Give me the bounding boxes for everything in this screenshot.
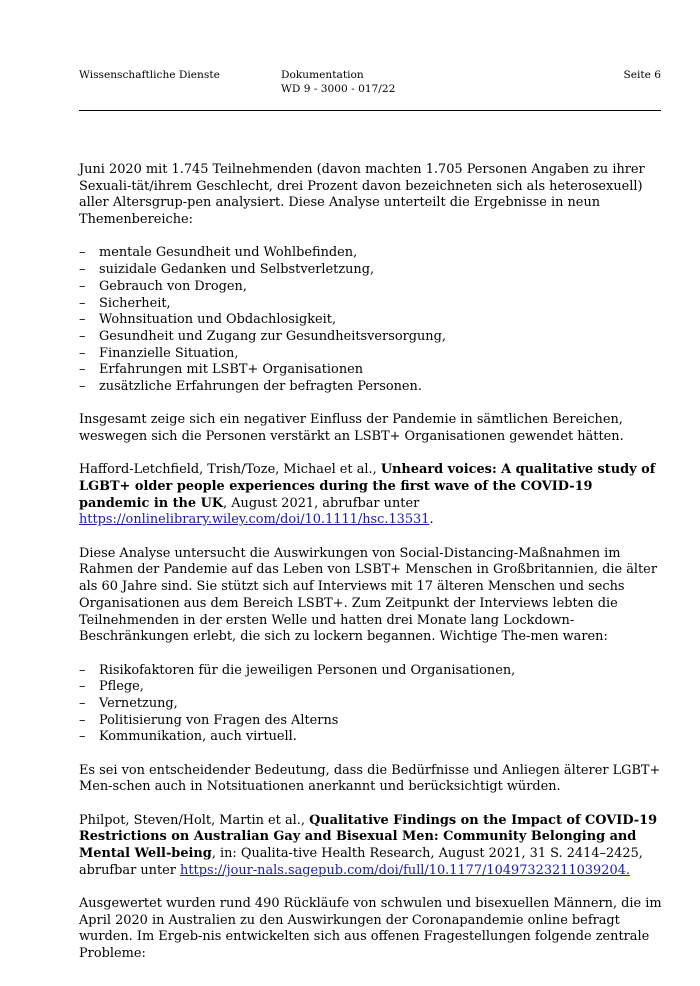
list-item: – Politisierung von Fragen des Alterns <box>79 713 665 730</box>
list-item: – mentale Gesundheit und Wohlbefinden, <box>79 245 665 262</box>
header-doc-number: WD 9 - 3000 - 017/22 <box>281 83 396 95</box>
header-doc-type: Dokumentation <box>281 69 364 81</box>
document-body <box>79 162 665 979</box>
reference-title: Qualitative Findings on the Impact of COVID-19 Restrictions on Australian Gay and Bisexual Men: Community Belonging and Mental Well-being <box>79 812 658 862</box>
list-item: – Wohnsituation und Obdachlosigkeit, <box>79 312 665 329</box>
list-item: – Pflege, <box>79 679 665 696</box>
paragraph-summary: Insgesamt zeige sich ein negativer Einfluss der Pandemie in sämtlichen Bereichen, weswegen sich die Personen verstärkt an LSBT+ Organisationen gewendet hätten. <box>79 412 624 445</box>
reference-details: , in: Qualita-tive Health Research, August 2021, 31 S. 2414–2425, abrufbar unter <box>79 846 643 878</box>
list-item: – Risikofaktoren für die jeweiligen Personen und Organisationen, <box>79 663 665 680</box>
list-item: – Finanzielle Situation, <box>79 346 665 363</box>
reference-link[interactable]: https://jour-nals.sagepub.com/doi/full/10.1177/10497323211039204. <box>180 862 630 878</box>
list-item: – zusätzliche Erfahrungen der befragten Personen. <box>79 379 665 396</box>
reference-2 <box>79 813 665 880</box>
paragraph-survey: Ausgewertet wurden rund 490 Rückläufe von schwulen und bisexuellen Männern, die im April 2020 in Australien zu den Auswirkungen der Coronapandemie online befragt wurden. Im Ergeb-nis entwickelten sich aus offenen Fragestellungen folgende zentrale Probleme: <box>79 896 662 962</box>
list-item: – Vernetzung, <box>79 696 665 713</box>
paragraph-intro: Juni 2020 mit 1.745 Teilnehmenden (davon machten 1.705 Personen Angaben zu ihrer Sexuali-tät/ihrem Geschlecht, drei Prozent davon bezeichneten sich als heterosexuell) aller Altersgrup-pen analysiert. Diese Analyse unterteilt die Ergebnisse in neun Themenbereiche: <box>79 162 645 228</box>
list-item: – Gebrauch von Drogen, <box>79 279 665 296</box>
list-item: – Sicherheit, <box>79 296 665 313</box>
list-item: – suizidale Gedanken und Selbstverletzung, <box>79 262 665 279</box>
reference-details: , August 2021, abrufbar unter <box>223 495 420 511</box>
reference-link[interactable]: https://onlinelibrary.wiley.com/doi/10.1111/hsc.13531 <box>79 512 430 528</box>
paragraph-conclusion: Es sei von entscheidender Bedeutung, dass die Bedürfnisse und Anliegen älterer LGBT+ Men-schen auch in Notsituationen anerkannt und berücksichtigt würden. <box>79 762 661 795</box>
header-institution: Wissenschaftliche Dienste <box>79 69 220 81</box>
reference-1 <box>79 462 665 529</box>
reference-end: . <box>429 512 434 528</box>
topic-list-2 <box>79 663 665 747</box>
list-item: – Kommunikation, auch virtuell. <box>79 729 665 746</box>
paragraph-analysis: Diese Analyse untersucht die Auswirkungen von Social-Distancing-Maßnahmen im Rahmen der Pandemie auf das Leben von LSBT+ Menschen in Großbritannien, die älter als 60 Jahre sind. Sie stützt sich auf Interviews mit 17 älteren Menschen und sechs Organisationen aus dem Bereich LSBT+. Zum Zeitpunkt der Interviews lebten die Teilnehmenden in der ersten Welle und hatten drei Monate lang Lockdown-Beschränkungen erlebt, die sich zu lockern begannen. Wichtige The-men waren: <box>79 545 657 645</box>
reference-title: Unheard voices: A qualitative study of LGBT+ older people experiences during the first wave of the COVID-19 pandemic in the UK <box>79 462 656 511</box>
list-item: – Gesundheit und Zugang zur Gesundheitsversorgung, <box>79 329 665 346</box>
page-header <box>79 68 661 111</box>
reference-authors: Hafford-Letchfield, Trish/Toze, Michael et al., <box>79 462 381 478</box>
header-doc-info <box>281 68 395 96</box>
header-page-number: Seite 6 <box>623 69 661 81</box>
list-item: – Erfahrungen mit LSBT+ Organisationen <box>79 362 665 379</box>
topic-list-1 <box>79 245 665 395</box>
reference-authors: Philpot, Steven/Holt, Martin et al., <box>79 812 310 828</box>
